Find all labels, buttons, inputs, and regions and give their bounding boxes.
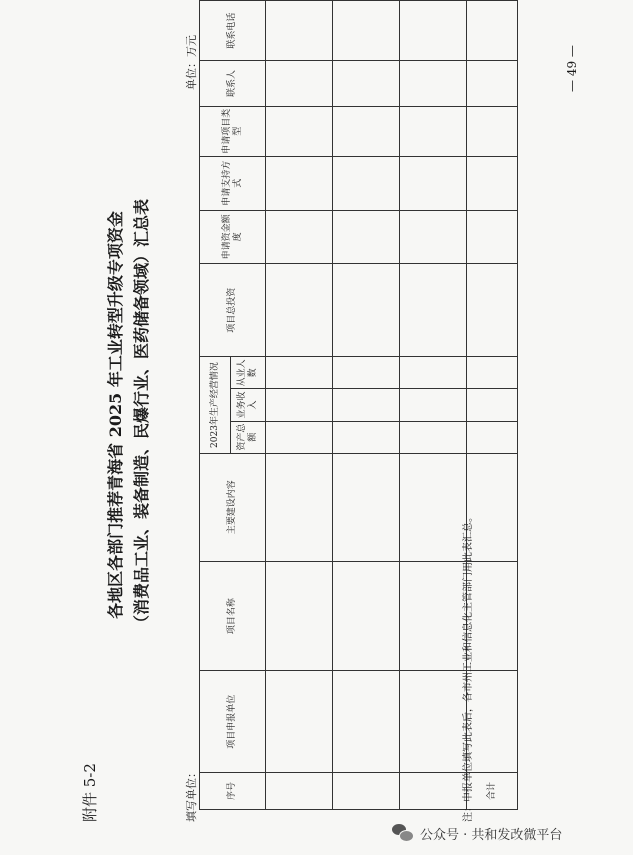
table-cell[interactable]	[400, 671, 467, 772]
table-cell[interactable]	[467, 264, 518, 357]
table-cell[interactable]	[266, 210, 333, 264]
attachment-label: 附件 5-2	[81, 763, 99, 822]
header-fund-amount: 申请资金额度	[200, 210, 266, 264]
table-cell[interactable]	[266, 357, 333, 389]
table-cell[interactable]	[333, 264, 400, 357]
currency-unit-label: 单位：万元	[185, 35, 198, 90]
header-unit: 项目申报单位	[200, 671, 266, 772]
table-cell[interactable]	[400, 264, 467, 357]
table-cell[interactable]	[400, 61, 467, 106]
header-seq: 序号	[200, 772, 266, 809]
table-cell[interactable]	[266, 156, 333, 210]
table-cell[interactable]	[467, 453, 518, 561]
table-cell[interactable]	[467, 61, 518, 106]
wechat-watermark	[392, 818, 632, 848]
table-cell[interactable]	[333, 210, 400, 264]
table-cell[interactable]	[266, 453, 333, 561]
table-cell[interactable]	[333, 357, 400, 389]
table-row	[400, 1, 467, 810]
table-cell[interactable]	[400, 772, 467, 809]
table-cell[interactable]	[400, 156, 467, 210]
rotated-sheet	[75, 0, 595, 830]
table-cell[interactable]	[400, 389, 467, 421]
table-cell[interactable]	[266, 389, 333, 421]
document-title-line2: （消费品工业、装备制造、民爆行业、医药储备领域）汇总表	[132, 199, 151, 632]
watermark-text: 公众号 · 共和发改微平台	[420, 827, 563, 843]
table-cell[interactable]	[266, 106, 333, 156]
filler-unit-label: 填写单位：	[185, 767, 198, 822]
table-cell[interactable]	[467, 156, 518, 210]
table-cell[interactable]	[333, 61, 400, 106]
table-cell[interactable]	[400, 210, 467, 264]
table-cell[interactable]	[400, 1, 467, 61]
document-title-line1: 各地区各部门推荐青海省 2025 年工业转型升级专项资金	[106, 211, 125, 619]
table-cell[interactable]	[266, 561, 333, 671]
header-project-type: 申请项目类型	[200, 106, 266, 156]
table-cell[interactable]	[266, 61, 333, 106]
table-row	[333, 1, 400, 810]
table-cell[interactable]	[333, 671, 400, 772]
table-cell[interactable]	[467, 357, 518, 389]
table-cell[interactable]	[467, 106, 518, 156]
table-cell[interactable]	[400, 453, 467, 561]
header-phone: 联系电话	[200, 1, 266, 61]
header-content: 主要建设内容	[200, 453, 266, 561]
table-cell[interactable]	[266, 671, 333, 772]
table-note: 注：申报单位填写此表后，各市州工业和信息化主管部门用此表汇总。	[463, 512, 474, 822]
table-cell[interactable]	[333, 156, 400, 210]
table-cell[interactable]	[333, 772, 400, 809]
table-cell[interactable]	[467, 671, 518, 772]
header-staff: 从业人数	[231, 357, 266, 389]
header-row	[200, 1, 231, 810]
header-project-name: 项目名称	[200, 561, 266, 671]
wechat-icon	[392, 824, 414, 842]
page-number: — 49 —	[565, 45, 579, 92]
header-support-mode: 申请支持方式	[200, 156, 266, 210]
table-cell[interactable]	[467, 421, 518, 453]
table-cell[interactable]	[333, 389, 400, 421]
table-cell[interactable]	[333, 421, 400, 453]
table-row	[266, 1, 333, 810]
table-cell[interactable]	[400, 106, 467, 156]
table-cell[interactable]	[333, 106, 400, 156]
header-total-assets: 资产总额	[231, 421, 266, 453]
total-label: 合计	[467, 772, 518, 809]
table-cell[interactable]	[266, 264, 333, 357]
header-contact: 联系人	[200, 61, 266, 106]
header-operation-group: 2023年生产经营情况	[200, 357, 231, 453]
table-cell[interactable]	[467, 1, 518, 61]
header-revenue: 业务收入	[231, 389, 266, 421]
table-cell[interactable]	[266, 772, 333, 809]
table-cell[interactable]	[467, 210, 518, 264]
table-cell[interactable]	[266, 1, 333, 61]
total-row	[467, 1, 518, 810]
table-cell[interactable]	[400, 561, 467, 671]
header-total-investment: 项目总投资	[200, 264, 266, 357]
table-cell[interactable]	[467, 561, 518, 671]
table-cell[interactable]	[266, 421, 333, 453]
table-cell[interactable]	[333, 1, 400, 61]
table-cell[interactable]	[467, 389, 518, 421]
table-cell[interactable]	[333, 561, 400, 671]
table-cell[interactable]	[400, 357, 467, 389]
table-cell[interactable]	[333, 453, 400, 561]
table-cell[interactable]	[400, 421, 467, 453]
